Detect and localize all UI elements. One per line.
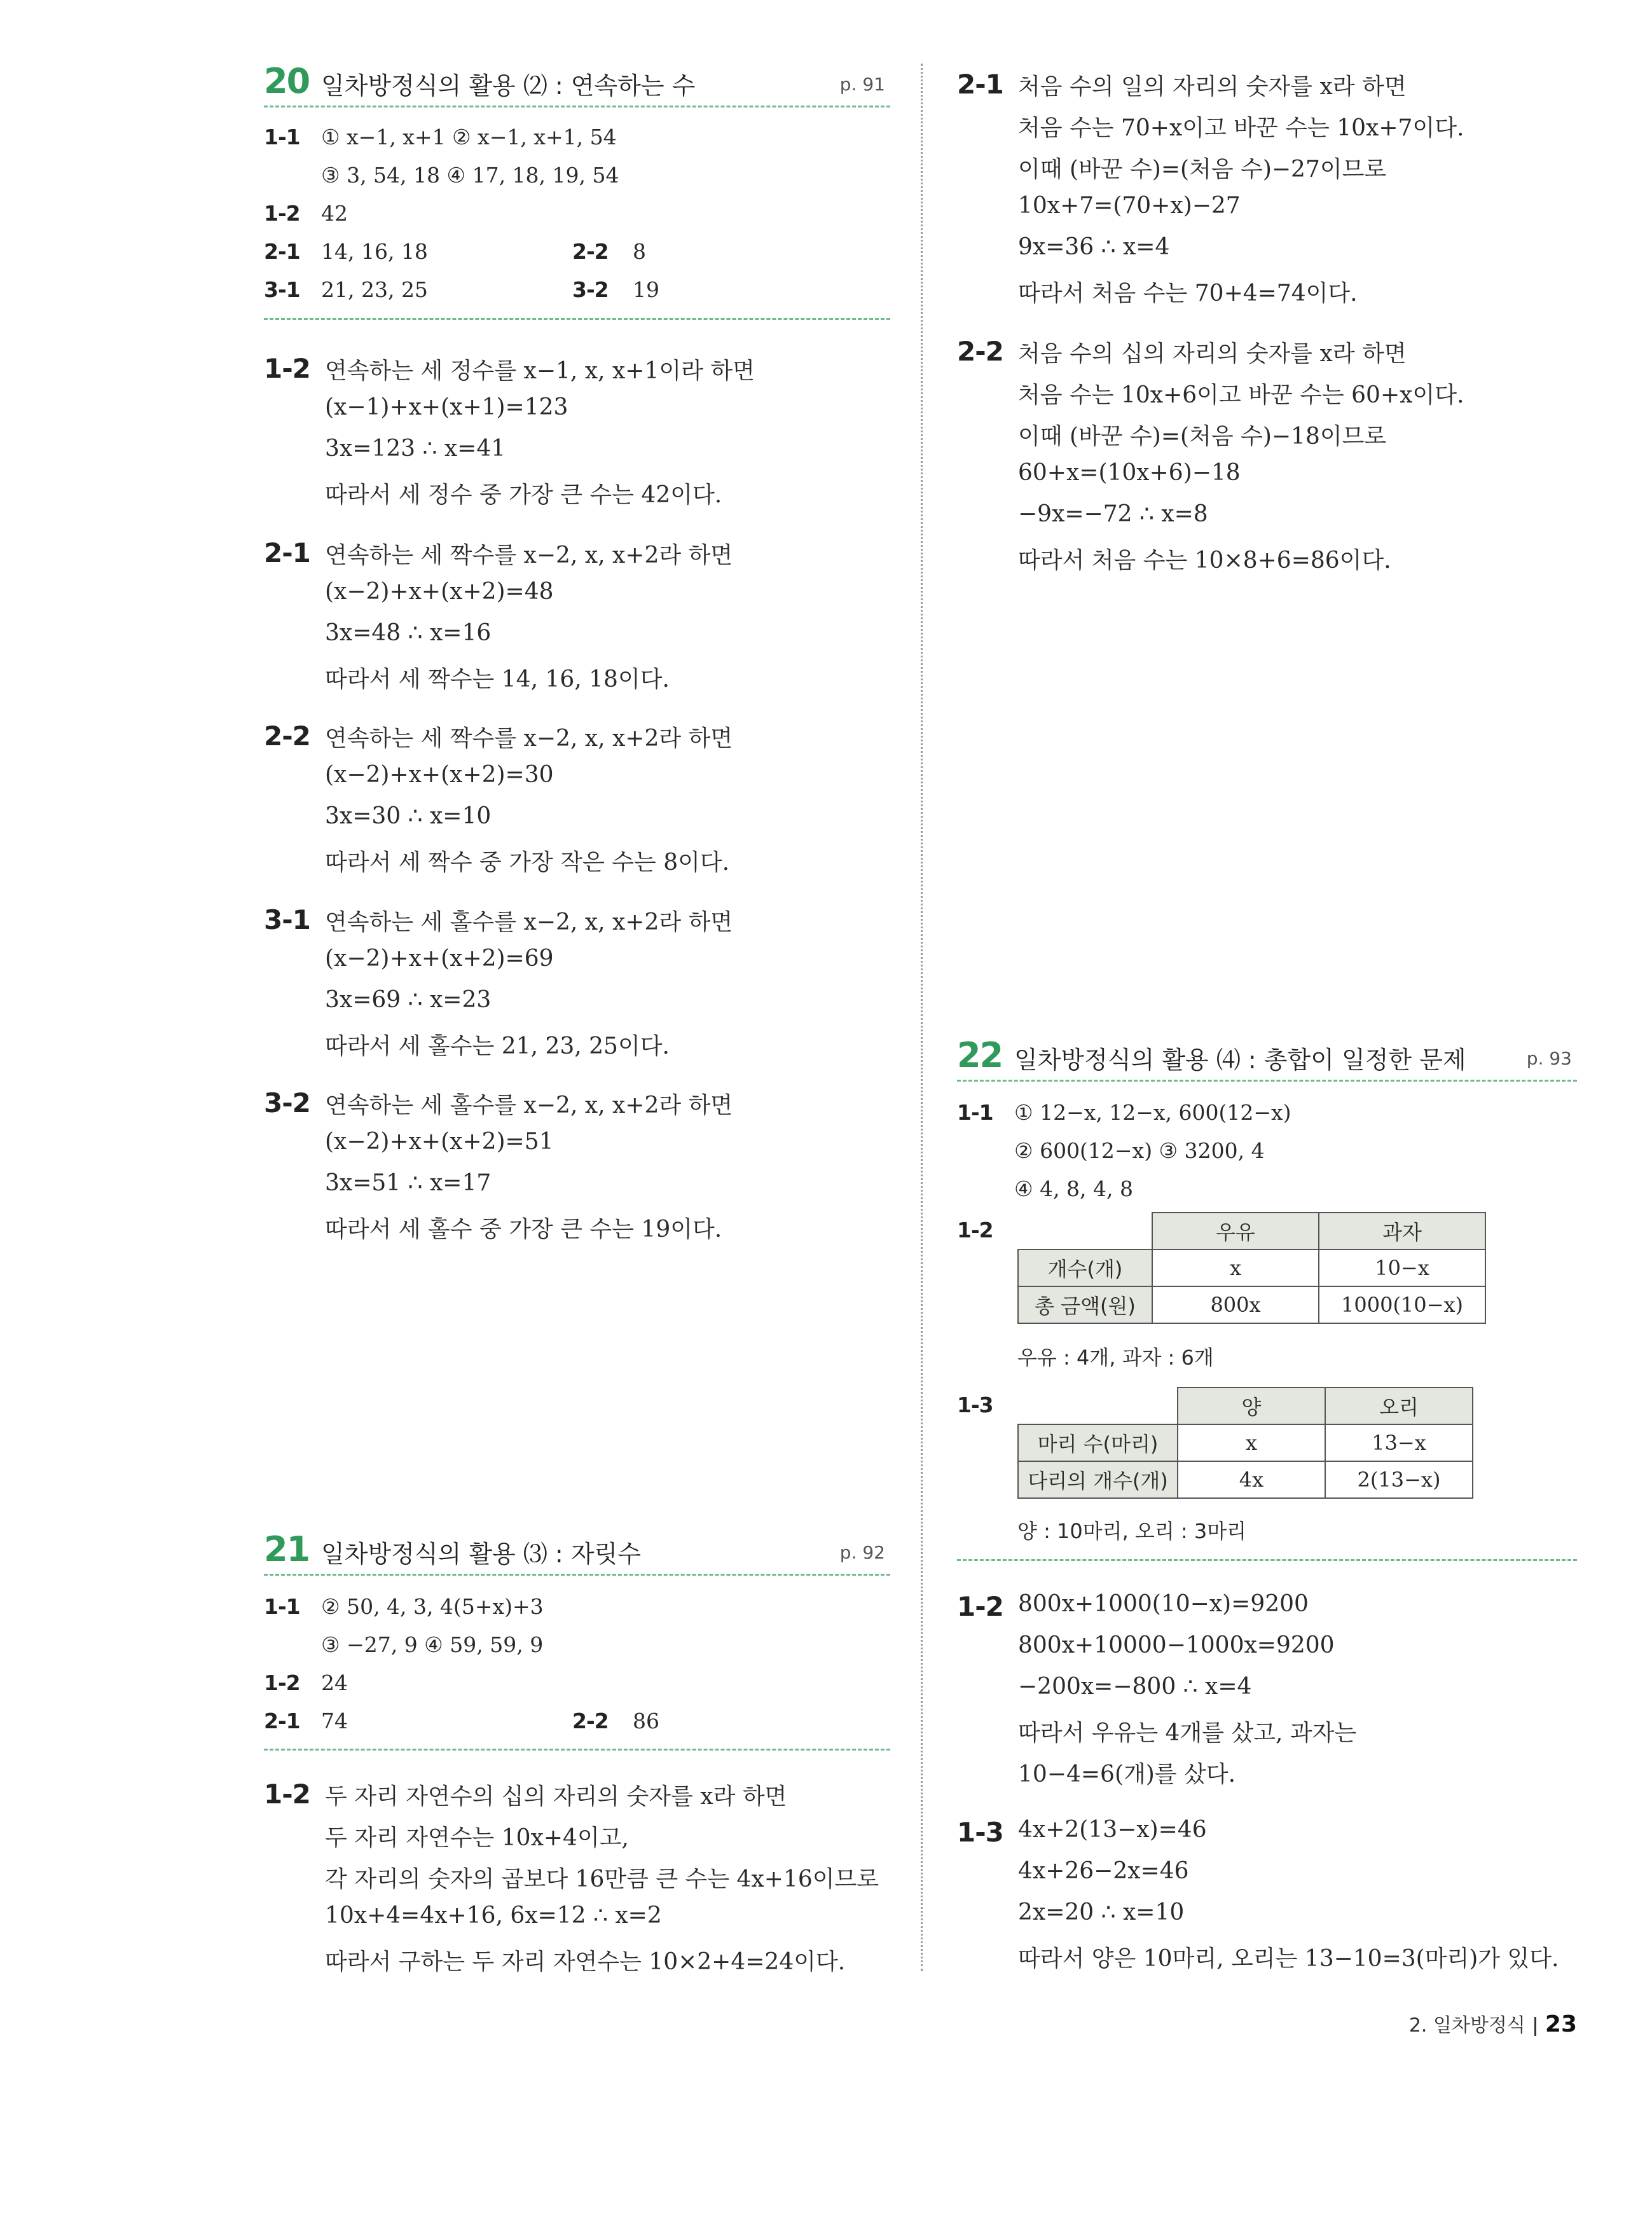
table-cell: 800x (1152, 1286, 1319, 1323)
solution-line: 처음 수의 일의 자리의 숫자를 x라 하면 (1018, 74, 1407, 100)
solution-line: 따라서 구하는 두 자리 자연수는 10×2+4=24이다. (325, 1949, 846, 1975)
answer-text: 14, 16, 18 (321, 239, 428, 264)
answer-label: 1-1 (264, 125, 300, 149)
answer-text: 42 (321, 201, 348, 226)
solution-line: 800x+1000(10−x)=9200 (1018, 1591, 1309, 1617)
table-cell: x (1152, 1249, 1319, 1286)
solution-line: −200x=−800 ∴ x=4 (1018, 1674, 1252, 1700)
answer-text: ③ 3, 54, 18 ④ 17, 18, 19, 54 (321, 163, 619, 188)
solution-line: 이때 (바꾼 수)=(처음 수)−18이므로 (1018, 423, 1387, 450)
table-row-header: 총 금액(원) (1018, 1286, 1152, 1323)
solution-line: (x−2)+x+(x+2)=51 (325, 1129, 554, 1155)
solution-line: 따라서 세 짝수는 14, 16, 18이다. (325, 666, 670, 692)
table-corner (1018, 1387, 1178, 1424)
answer-label: 1-2 (264, 201, 300, 226)
solution-label: 1-3 (957, 1817, 1003, 1848)
solution-line: (x−2)+x+(x+2)=48 (325, 579, 554, 605)
answer-text: ③ −27, 9 ④ 59, 59, 9 (321, 1632, 544, 1657)
sheep-duck-table (1017, 1387, 1473, 1499)
solution-line: 연속하는 세 짝수를 x−2, x, x+2라 하면 (325, 542, 733, 568)
solution-line: 3x=69 ∴ x=23 (325, 987, 492, 1013)
solution-line: 처음 수는 70+x이고 바꾼 수는 10x+7이다. (1018, 115, 1464, 141)
answer-text: 74 (321, 1709, 348, 1733)
solution-line: 따라서 세 홀수 중 가장 큰 수는 19이다. (325, 1216, 722, 1242)
table-row-header: 마리 수(마리) (1018, 1424, 1178, 1461)
answer-label: 1-1 (264, 1594, 300, 1619)
answer-label: 2-2 (572, 1709, 609, 1733)
solution-label: 1-2 (264, 1779, 310, 1810)
solution-line: 두 자리 자연수는 10x+4이고, (325, 1825, 629, 1851)
solution-line: 4x+2(13−x)=46 (1018, 1817, 1207, 1843)
answer-text: 21, 23, 25 (321, 277, 428, 302)
solution-line: 3x=48 ∴ x=16 (325, 620, 492, 646)
solution-line: 따라서 처음 수는 70+4=74이다. (1018, 280, 1358, 306)
solution-line: 이때 (바꾼 수)=(처음 수)−27이므로 (1018, 156, 1387, 182)
section-number: 22 (957, 1035, 1003, 1075)
solution-line: 800x+10000−1000x=9200 (1018, 1632, 1335, 1658)
solution-line: 두 자리 자연수의 십의 자리의 숫자를 x라 하면 (325, 1784, 787, 1810)
answer-text: ② 600(12−x) ③ 3200, 4 (1014, 1138, 1265, 1163)
answer-label: 2-1 (264, 239, 300, 264)
solution-line: 따라서 세 짝수 중 가장 작은 수는 8이다. (325, 850, 730, 876)
solution-line: 3x=123 ∴ x=41 (325, 436, 506, 462)
section-20-header (264, 61, 890, 107)
table-header: 과자 (1319, 1213, 1485, 1249)
solution-line: 연속하는 세 짝수를 x−2, x, x+2라 하면 (325, 726, 733, 752)
answer-label: 3-1 (264, 277, 300, 302)
table-header: 양 (1178, 1387, 1325, 1424)
answer-label: 3-2 (572, 277, 609, 302)
solution-line: (x−2)+x+(x+2)=30 (325, 762, 554, 788)
answer-text: ① 12−x, 12−x, 600(12−x) (1014, 1100, 1291, 1125)
table-corner (1018, 1213, 1152, 1249)
solution-line: 10x+4=4x+16, 6x=12 ∴ x=2 (325, 1903, 662, 1929)
solution-line: 9x=36 ∴ x=4 (1018, 234, 1170, 260)
answer-label: 1-3 (957, 1393, 993, 1417)
table-cell: 1000(10−x) (1319, 1286, 1485, 1323)
solution-line: 따라서 양은 10마리, 오리는 13−10=3(마리)가 있다. (1018, 1946, 1559, 1972)
page-reference: p. 92 (839, 1542, 885, 1563)
solution-line: 2x=20 ∴ x=10 (1018, 1899, 1185, 1925)
solution-line: 연속하는 세 홀수를 x−2, x, x+2라 하면 (325, 1092, 733, 1118)
table-row-header: 개수(개) (1018, 1249, 1152, 1286)
footer-divider (1534, 2017, 1536, 2036)
table-cell: 2(13−x) (1325, 1461, 1473, 1498)
page-reference: p. 91 (839, 74, 885, 95)
solution-line: 10−4=6(개)를 샀다. (1018, 1761, 1236, 1787)
solution-line: 연속하는 세 정수를 x−1, x, x+1이라 하면 (325, 358, 755, 384)
section-number: 21 (264, 1529, 310, 1569)
solution-line: 따라서 세 홀수는 21, 23, 25이다. (325, 1033, 670, 1059)
table-cell: x (1178, 1424, 1325, 1461)
table-header: 우유 (1152, 1213, 1319, 1249)
solution-label: 2-1 (957, 69, 1003, 100)
section-22-header (957, 1035, 1577, 1082)
table-result: 우유 : 4개, 과자 : 6개 (1017, 1346, 1214, 1370)
solution-label: 1-2 (957, 1591, 1003, 1622)
table-cell: 4x (1178, 1461, 1325, 1498)
answer-label: 2-2 (572, 239, 609, 264)
chapter-label: 2. 일차방정식 (1408, 2014, 1525, 2037)
solution-line: 60+x=(10x+6)−18 (1018, 460, 1241, 486)
solution-line: 따라서 우유는 4개를 샀고, 과자는 (1018, 1720, 1357, 1746)
answer-label: 2-1 (264, 1709, 300, 1733)
solution-label: 2-2 (957, 336, 1003, 367)
solution-line: 4x+26−2x=46 (1018, 1858, 1189, 1884)
answer-label: 1-2 (957, 1218, 993, 1242)
solution-line: −9x=−72 ∴ x=8 (1018, 501, 1208, 527)
page-reference: p. 93 (1526, 1048, 1572, 1069)
section-separator (264, 1749, 890, 1751)
solution-label: 1-2 (264, 353, 310, 384)
solution-line: 따라서 처음 수는 10×8+6=86이다. (1018, 547, 1391, 574)
answer-text: ④ 4, 8, 4, 8 (1014, 1176, 1133, 1201)
section-title: 일차방정식의 활용 ⑵ : 연속하는 수 (321, 72, 696, 100)
solution-label: 2-2 (264, 720, 310, 752)
answer-text: ② 50, 4, 3, 4(5+x)+3 (321, 1594, 544, 1619)
solution-line: 처음 수의 십의 자리의 숫자를 x라 하면 (1018, 341, 1407, 367)
solution-label: 2-1 (264, 537, 310, 568)
solution-line: 처음 수는 10x+6이고 바꾼 수는 60+x이다. (1018, 382, 1464, 408)
solution-line: 따라서 세 정수 중 가장 큰 수는 42이다. (325, 482, 722, 508)
solution-line: 3x=30 ∴ x=10 (325, 803, 492, 829)
table-header: 오리 (1325, 1387, 1473, 1424)
page-footer (1409, 2009, 1577, 2037)
section-21-header (264, 1529, 890, 1576)
column-divider (921, 64, 923, 1971)
answer-text: 19 (633, 277, 659, 302)
answer-text: 8 (633, 239, 646, 264)
section-number: 20 (264, 61, 310, 101)
table-row-header: 다리의 개수(개) (1018, 1461, 1178, 1498)
solution-line: 연속하는 세 홀수를 x−2, x, x+2라 하면 (325, 909, 733, 935)
answer-label: 1-1 (957, 1100, 993, 1125)
section-title: 일차방정식의 활용 ⑷ : 총합이 일정한 문제 (1014, 1046, 1466, 1074)
table-cell: 10−x (1319, 1249, 1485, 1286)
milk-snack-table (1017, 1212, 1486, 1324)
section-title: 일차방정식의 활용 ⑶ : 자릿수 (321, 1540, 641, 1568)
solution-line: 3x=51 ∴ x=17 (325, 1170, 492, 1196)
answer-text: ① x−1, x+1 ② x−1, x+1, 54 (321, 125, 617, 149)
page-number: 23 (1545, 2011, 1577, 2037)
solution-line: (x−1)+x+(x+1)=123 (325, 394, 568, 420)
solution-label: 3-2 (264, 1087, 310, 1118)
table-cell: 13−x (1325, 1424, 1473, 1461)
answer-label: 1-2 (264, 1670, 300, 1695)
table-result: 양 : 10마리, 오리 : 3마리 (1017, 1519, 1247, 1543)
solution-label: 3-1 (264, 904, 310, 935)
solution-line: 10x+7=(70+x)−27 (1018, 193, 1241, 219)
section-separator (264, 318, 890, 320)
answer-text: 24 (321, 1670, 348, 1695)
answer-text: 86 (633, 1709, 659, 1733)
solution-line: (x−2)+x+(x+2)=69 (325, 946, 554, 972)
solution-line: 각 자리의 숫자의 곱보다 16만큼 큰 수는 4x+16이므로 (325, 1866, 879, 1892)
section-separator (957, 1559, 1577, 1561)
